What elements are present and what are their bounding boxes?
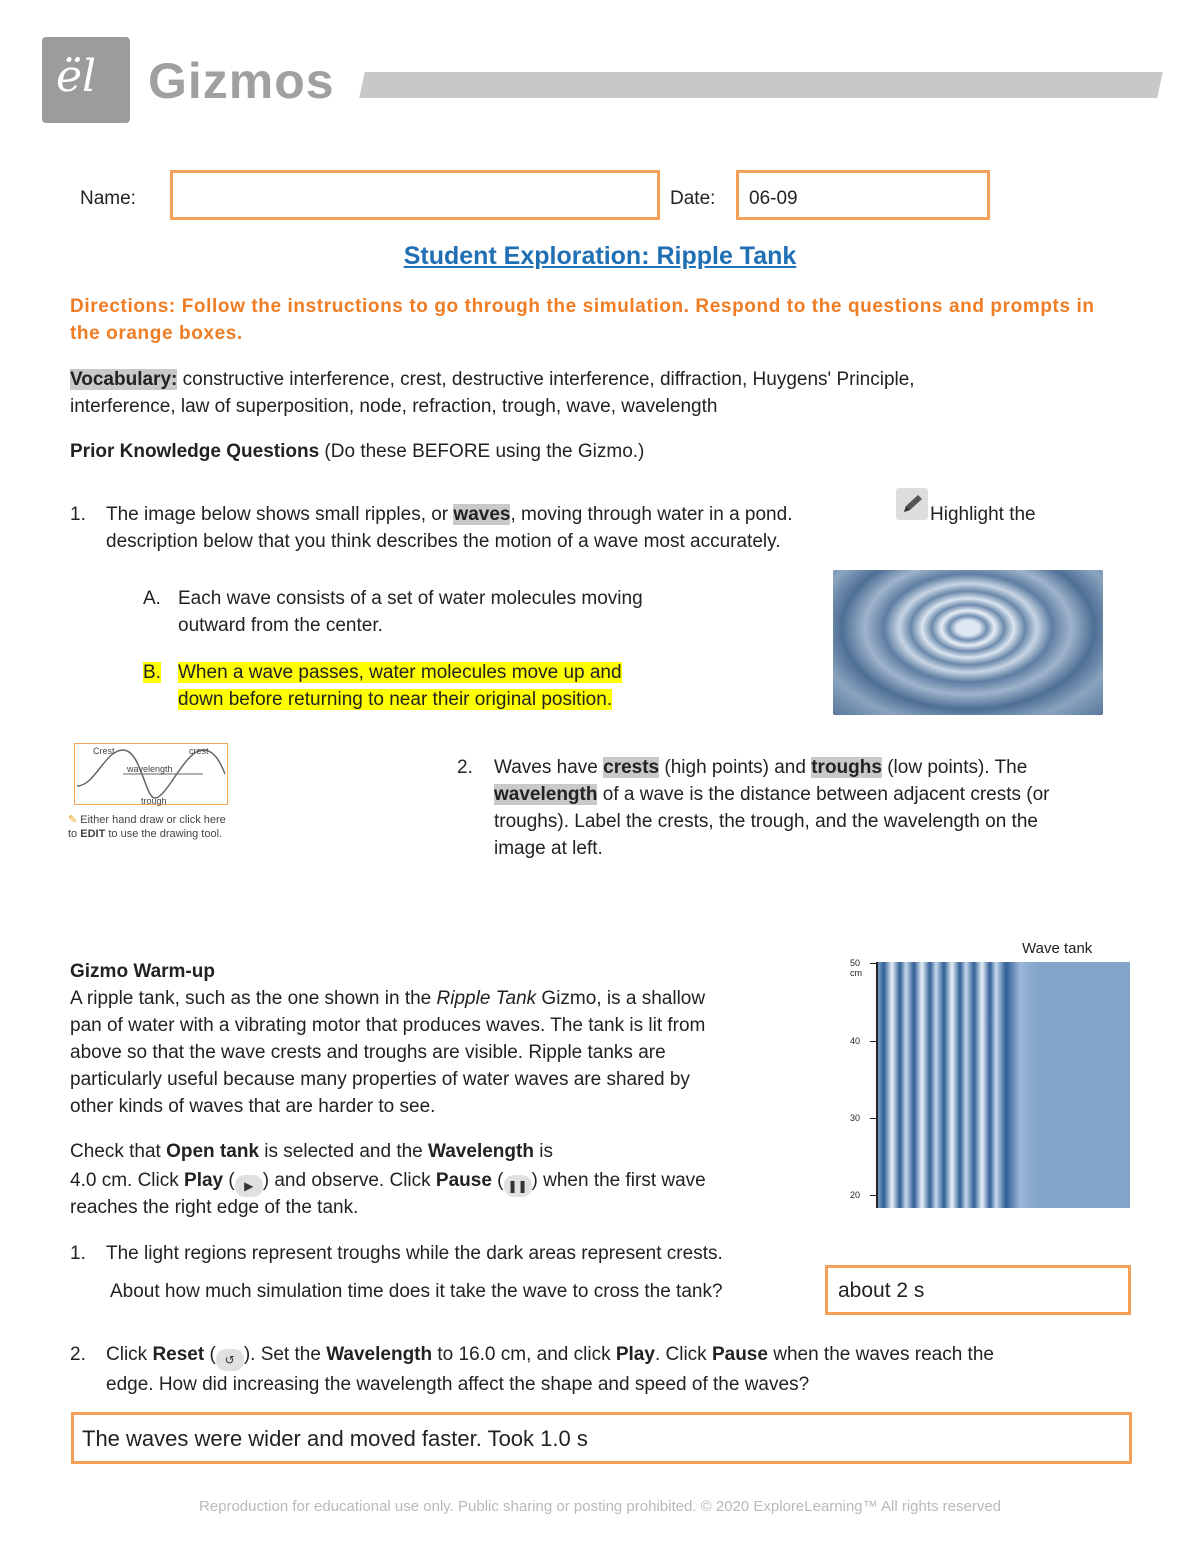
q1-number: 1. <box>70 504 86 525</box>
play-icon[interactable]: ▶ <box>235 1175 263 1197</box>
header-bar <box>359 72 1163 98</box>
warmup-wavelength: Wavelength <box>428 1141 534 1162</box>
wq2-l1-f: to 16.0 cm, and click <box>432 1344 616 1365</box>
tick-label-40: 40 <box>850 1036 861 1046</box>
reset-icon[interactable]: ↺ <box>216 1349 244 1371</box>
warmup-p1-l5: other kinds of waves that are harder to see. <box>70 1096 436 1117</box>
wq2-text <box>106 1341 1146 1398</box>
option-b-letter <box>143 659 161 686</box>
option-b[interactable] <box>178 659 622 713</box>
caption-post: to use the drawing tool. <box>105 828 223 840</box>
diagram-trough: trough <box>141 796 167 806</box>
wave-diagram[interactable] <box>74 743 228 805</box>
warmup-p2 <box>70 1138 810 1165</box>
q2-l1-e: (low points). The <box>881 757 1028 778</box>
wave-tank-title: Wave tank <box>1022 940 1093 957</box>
warmup-p2-c: is selected and the <box>259 1141 429 1162</box>
q2-troughs: troughs <box>811 757 882 778</box>
wq2-wavelength: Wavelength <box>326 1344 433 1365</box>
warmup-p3-d: ) and observe. Click <box>262 1170 436 1191</box>
wq2-l1-h: . Click <box>654 1344 712 1365</box>
page-title: Student Exploration: Ripple Tank <box>403 242 797 270</box>
q2-wavelength: wavelength <box>494 784 598 805</box>
wq2-pause: Pause <box>711 1344 768 1365</box>
q1-text-b: , moving through water in a pond. <box>510 504 793 525</box>
diagram-wavelength: wavelength <box>127 764 173 774</box>
wq1-answer: about 2 s <box>838 1279 925 1302</box>
date-label: Date: <box>670 188 716 209</box>
wave-tank-image <box>850 940 1135 1210</box>
warmup-p1-b: Gizmo, is a shallow <box>536 988 706 1009</box>
q2-l1-c: (high points) and <box>659 757 812 778</box>
diagram-crest-left: Crest <box>93 746 115 756</box>
vocabulary <box>70 366 1150 420</box>
warmup-open-tank: Open tank <box>166 1141 260 1162</box>
wq1-number: 1. <box>70 1243 86 1264</box>
warmup-p1-l2: pan of water with a vibrating motor that produces waves. The tank is lit from <box>70 1015 706 1036</box>
wq2-l1-a: Click <box>106 1344 153 1365</box>
option-a-line1: Each wave consists of a set of water molecules moving <box>178 588 643 609</box>
warmup-p1-a: A ripple tank, such as the one shown in the <box>70 988 437 1009</box>
warmup-p2-e: is <box>533 1141 553 1162</box>
wq2-l1-j: when the waves reach the <box>767 1344 994 1365</box>
option-b-line1: When a wave passes, water molecules move up and <box>178 662 622 683</box>
logo-mark: ël <box>56 51 97 102</box>
diagram-crest-right: crest <box>189 746 209 756</box>
option-a[interactable] <box>178 585 643 639</box>
gizmos-brand: Gizmos <box>148 53 335 109</box>
tick-30 <box>870 1118 878 1119</box>
option-b-letter-text: B. <box>143 662 161 683</box>
warmup-p1-l3: above so that the wave crests and troughs are visible. Ripple tanks are <box>70 1042 666 1063</box>
q1-line2: description below that you think describes the motion of a wave most accurately. <box>106 531 781 552</box>
q2-l2-b: of a wave is the distance between adjacent crests (or <box>597 784 1050 805</box>
tick-label-20: 20 <box>850 1190 861 1200</box>
wq2-l2: edge. How did increasing the wavelength affect the shape and speed of the waves? <box>106 1374 810 1395</box>
warmup-p1-italic: Ripple Tank <box>436 988 537 1009</box>
q2-text <box>494 754 1144 862</box>
wq1-answer-box[interactable] <box>825 1265 1131 1315</box>
warmup-p3-g: ) when the first wave <box>531 1170 706 1191</box>
warmup-p3-f: ( <box>491 1170 504 1191</box>
wave-tank-axis <box>876 962 878 1208</box>
date-value: 06-09 <box>749 188 798 209</box>
directions: Directions: Follow the instructions to go through the simulation. Respond to the questions and prompts in the orange boxes. <box>70 296 1095 344</box>
warmup-heading: Gizmo Warm-up <box>70 961 215 982</box>
date-field[interactable] <box>736 170 990 220</box>
pond-ripple-image <box>833 570 1103 715</box>
prior-knowledge-heading <box>70 438 644 465</box>
warmup-section <box>70 958 810 1120</box>
tick-40 <box>870 1041 878 1042</box>
pencil-small-icon: ✎ <box>68 814 78 826</box>
q1-text-c: Highlight the <box>930 504 1036 525</box>
pencil-icon[interactable] <box>896 488 928 520</box>
warmup-p3-a: 4.0 cm. Click <box>70 1170 185 1191</box>
wq1-line2: About how much simulation time does it take the wave to cross the tank? <box>110 1281 723 1302</box>
q2-l1-a: Waves have <box>494 757 604 778</box>
q2-number: 2. <box>457 757 473 778</box>
tick-label-30: 30 <box>850 1113 861 1123</box>
q1-line1 <box>106 501 906 528</box>
tick-50 <box>870 963 878 964</box>
option-a-line2: outward from the center. <box>178 615 383 636</box>
option-b-line2: down before returning to near their original position. <box>178 689 613 710</box>
prior-label: Prior Knowledge Questions <box>70 441 320 462</box>
wq2-l1-c: ( <box>204 1344 216 1365</box>
q2-l4: image at left. <box>494 838 603 859</box>
caption-pre: to <box>68 828 81 840</box>
warmup-p3-c: ( <box>223 1170 235 1191</box>
warmup-p1-l4: particularly useful because many properties of water waves are shared by <box>70 1069 690 1090</box>
pause-icon[interactable]: ❚❚ <box>504 1175 532 1197</box>
warmup-p3 <box>70 1167 830 1197</box>
wq2-answer: The waves were wider and moved faster. Took 1.0 s <box>82 1426 588 1451</box>
tick-label-50: 50 cm <box>850 958 862 978</box>
caption-line1: Either hand draw or click here <box>80 814 226 826</box>
q2-l3: troughs). Label the crests, the trough, and the wavelength on the <box>494 811 1038 832</box>
caption-edit: EDIT <box>80 828 106 840</box>
name-label: Name: <box>80 188 136 209</box>
footer-copyright: Reproduction for educational use only. Public sharing or posting prohibited. © 2020 ExploreLearning™ All rights reserved <box>198 1498 1002 1515</box>
warmup-play: Play <box>184 1170 224 1191</box>
drawing-tool-caption[interactable] <box>68 813 226 841</box>
wave-tank-water <box>876 962 1130 1208</box>
warmup-p2-a: Check that <box>70 1141 167 1162</box>
q2-crests: crests <box>603 757 660 778</box>
wq2-l1-d: ). Set the <box>243 1344 327 1365</box>
vocab-label: Vocabulary: <box>70 369 178 390</box>
explorelearning-logo <box>42 37 130 123</box>
wq2-answer-box[interactable] <box>71 1412 1132 1464</box>
wq2-number: 2. <box>70 1344 86 1365</box>
vocab-text-2: interference, law of superposition, node, refraction, trough, wave, wavelength <box>70 396 718 417</box>
warmup-pause: Pause <box>435 1170 492 1191</box>
warmup-p4: reaches the right edge of the tank. <box>70 1197 359 1218</box>
tick-20 <box>870 1195 878 1196</box>
vocab-text-1: constructive interference, crest, destructive interference, diffraction, Huygens' Principle, <box>177 369 915 390</box>
q1-bold-waves: waves <box>453 504 511 525</box>
wq2-reset: Reset <box>152 1344 205 1365</box>
name-field[interactable] <box>170 170 660 220</box>
q1-text-a: The image below shows small ripples, or <box>106 504 454 525</box>
prior-note: (Do these BEFORE using the Gizmo.) <box>319 441 645 462</box>
option-a-letter: A. <box>143 588 161 609</box>
wq2-play: Play <box>615 1344 655 1365</box>
wq1-line1: The light regions represent troughs while the dark areas represent crests. <box>106 1243 723 1264</box>
